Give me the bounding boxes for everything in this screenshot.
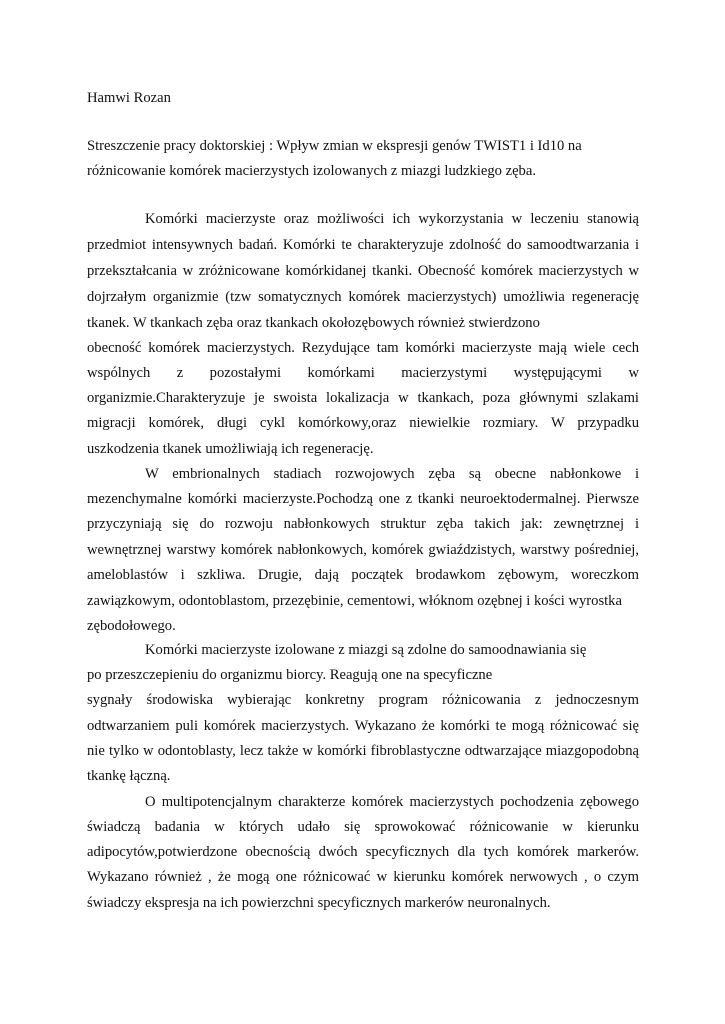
body-line: ameloblastów i szkliwa. Drugie, dają początek brodawkom zębowym, woreczkom [87, 567, 639, 583]
body-line: dojrzałym organizmie (tzw somatycznych komórek macierzystych) umożliwia regenerację [87, 289, 639, 305]
title-line-2: różnicowanie komórek macierzystych izolowanych z miazgi ludzkiego zęba. [87, 163, 536, 179]
body-line: tkanek. W tkankach zęba oraz tkankach okołozębowych również stwierdzono [87, 315, 540, 331]
body-line: W embrionalnych stadiach rozwojowych zęba są obecne nabłonkowe i [145, 466, 639, 482]
body-line: po przeszczepieniu do organizmu biorcy. Reagują one na specyficzne [87, 667, 493, 683]
body-line: przyczyniają się do rozwoju nabłonkowych struktur zęba takich jak: zewnętrznej i [87, 516, 639, 532]
body-line: mezenchymalne komórki macierzyste.Pochodzą one z tkanki neuroektodermalnej. Pierwsze [87, 491, 639, 507]
body-line: uszkodzenia tkanek umożliwiają ich regenerację. [87, 441, 374, 457]
body-line: O multipotencjalnym charakterze komórek macierzystych pochodzenia zębowego [145, 794, 639, 810]
body-line: migracji komórek, długi cykl komórkowy,oraz niewielkie rozmiary. W przypadku [87, 415, 639, 431]
body-line: świadczy ekspresja na ich powierzchni specyficznych markerów neuronalnych. [87, 895, 551, 911]
body-line: przekształcania w zróżnicowane komórkidanej tkanki. Obecność komórek macierzystych w [87, 263, 639, 279]
body-line: wspólnych z pozostałymi komórkami macierzystymi występującymi w [87, 365, 639, 381]
title-line-1: Streszczenie pracy doktorskiej : Wpływ zmian w ekspresji genów TWIST1 i Id10 na [87, 138, 582, 154]
body-line: Wykazano również , że mogą one różnicować w kierunku komórek nerwowych , o czym [87, 869, 639, 885]
body-line: świadczą badania w których udało się sprowokować różnicowanie w kierunku [87, 819, 639, 835]
body-line: wewnętrznej warstwy komórek nabłonkowych, komórek gwiaździstych, warstwy pośredniej, [87, 542, 639, 558]
body-line: odtwarzaniem puli komórek macierzystych. Wykazano że komórki te mogą różnicować się [87, 718, 639, 734]
body-line: zawiązkowym, odontoblastom, przezębinie, cementowi, włóknom ozębnej i kości wyrostka [87, 593, 622, 609]
body-line: przedmiot intensywnych badań. Komórki te charakteryzuje zdolność do samoodtwarzania i [87, 237, 639, 253]
body-line: zębodołowego. [87, 618, 176, 634]
body-line: nie tylko w odontoblasty, lecz także w komórki fibroblastyczne odtwarzające miazgopodobną [87, 743, 639, 759]
body-line: obecność komórek macierzystych. Rezydujące tam komórki macierzyste mają wiele cech [87, 340, 639, 356]
body-line: tkankę łączną. [87, 768, 171, 784]
body-line: organizmie.Charakteryzuje je swoista lokalizacja w tkankach, poza głównymi szlakami [87, 390, 639, 406]
body-line: Komórki macierzyste izolowane z miazgi są zdolne do samoodnawiania się [145, 642, 587, 658]
body-line: sygnały środowiska wybierając konkretny program różnicowania z jednoczesnym [87, 692, 639, 708]
body-line: Komórki macierzyste oraz możliwości ich wykorzystania w leczeniu stanowią [145, 211, 639, 227]
body-line: adipocytów,potwierdzone obecnością dwóch specyficznych dla tych komórek markerów. [87, 844, 639, 860]
author-name: Hamwi Rozan [87, 90, 171, 106]
